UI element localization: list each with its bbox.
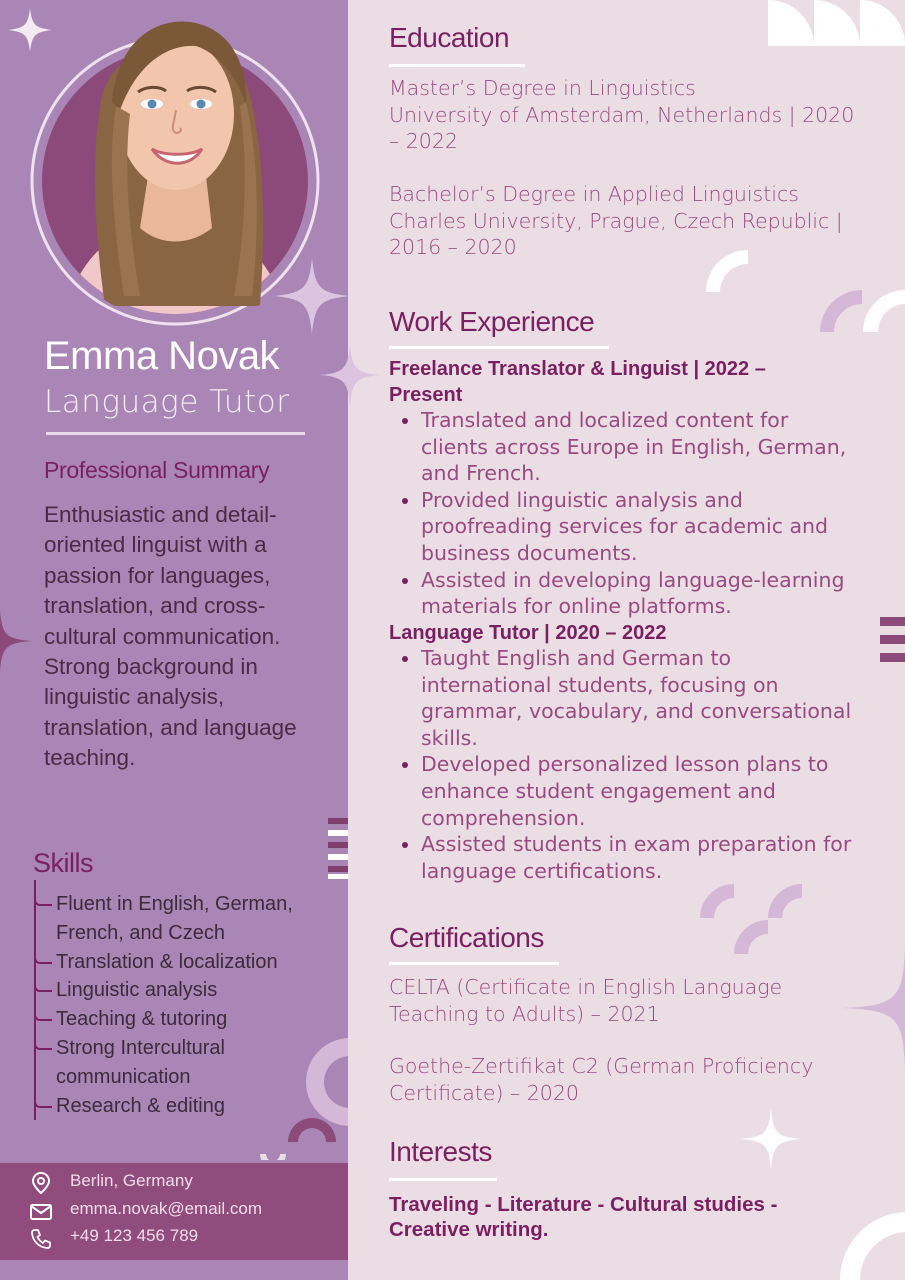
school: University of Amsterdam, Netherlands | 2020 – 2022 [389, 102, 855, 153]
location-pin-icon [30, 1172, 52, 1194]
list-item: Translation & localization [36, 948, 336, 977]
sidebar [0, 0, 348, 1280]
summary-heading: Professional Summary [44, 457, 270, 483]
list-item: • Translated and localized content for clients across Europe in English, German, and French. [421, 407, 859, 487]
divider [389, 962, 559, 965]
divider [46, 432, 305, 435]
decorative-stripes [328, 816, 348, 880]
list-item: • Developed personalized lesson plans to enhance student engagement and comprehension. [421, 751, 859, 831]
list-item: Fluent in English, German, French, and Czech [36, 890, 336, 948]
education-entry [389, 75, 859, 155]
job-bullets [389, 407, 859, 620]
list-item: • Taught English and German to international students, focusing on grammar, vocabulary, and conversational skills. [421, 645, 859, 751]
phone-icon [30, 1228, 52, 1250]
experience-heading: Work Experience [389, 306, 595, 337]
decorative-arc [840, 1212, 905, 1280]
degree: Master’s Degree in Linguistics [389, 76, 696, 100]
list-item: • Assisted students in exam preparation for language certifications. [421, 831, 859, 884]
contact-phone[interactable]: +49 123 456 789 [70, 1226, 199, 1245]
degree: Bachelor’s Degree in Applied Linguistics [389, 182, 799, 206]
contact-location: Berlin, Germany [70, 1171, 193, 1190]
job-title: Language Tutor | 2020 – 2022 [389, 622, 667, 644]
certification-item: CELTA (Certificate in English Language Teaching to Adults) – 2021 [389, 975, 783, 1026]
summary-text: Enthusiastic and detail-oriented linguist with a passion for languages, translation, and cross-cultural communication. Strong background in linguistic analysis, translation, and language teaching. [44, 502, 297, 771]
sparkle-icon [0, 610, 32, 672]
list-item: • Provided linguistic analysis and proofreading services for academic and business documents. [421, 487, 859, 567]
skills-heading: Skills [33, 848, 94, 878]
contact-section [0, 1163, 348, 1260]
interests-text: Traveling - Literature - Cultural studies - Creative writing. [389, 1193, 778, 1241]
certification-item: Goethe-Zertifikat C2 (German Proficiency Certificate) – 2020 [389, 1054, 814, 1105]
envelope-icon [30, 1201, 52, 1223]
job-title: Freelance Translator & Linguist | 2022 – Present [389, 358, 766, 406]
decorative-arcs [258, 1036, 348, 1160]
decorative-arcs [820, 290, 905, 332]
decorative-stripes [880, 617, 905, 663]
list-item: Teaching & tutoring [36, 1005, 336, 1034]
sparkle-icon [274, 258, 348, 334]
list-item: • Assisted in developing language-learning materials for online platforms. [421, 567, 859, 620]
list-item: Linguistic analysis [36, 976, 336, 1005]
sparkle-icon [740, 1108, 802, 1170]
divider [389, 346, 609, 349]
candidate-name: Emma Novak [44, 334, 280, 378]
education-heading: Education [389, 22, 510, 53]
education-entry [389, 181, 859, 261]
school: Charles University, Prague, Czech Republic | 2016 – 2020 [389, 208, 843, 259]
decorative-arcs [700, 884, 804, 954]
job-bullets [389, 645, 859, 884]
list-item: Strong Intercultural communication [36, 1034, 336, 1092]
sparkle-icon [320, 344, 380, 406]
interests-heading: Interests [389, 1136, 492, 1167]
contact-email[interactable]: emma.novak@email.com [70, 1199, 263, 1218]
decorative-arches [768, 0, 905, 46]
divider [389, 1178, 497, 1181]
divider [389, 64, 525, 67]
certifications-heading: Certifications [389, 922, 544, 953]
list-item: Research & editing [36, 1092, 336, 1121]
candidate-role: Language Tutor [44, 384, 290, 420]
